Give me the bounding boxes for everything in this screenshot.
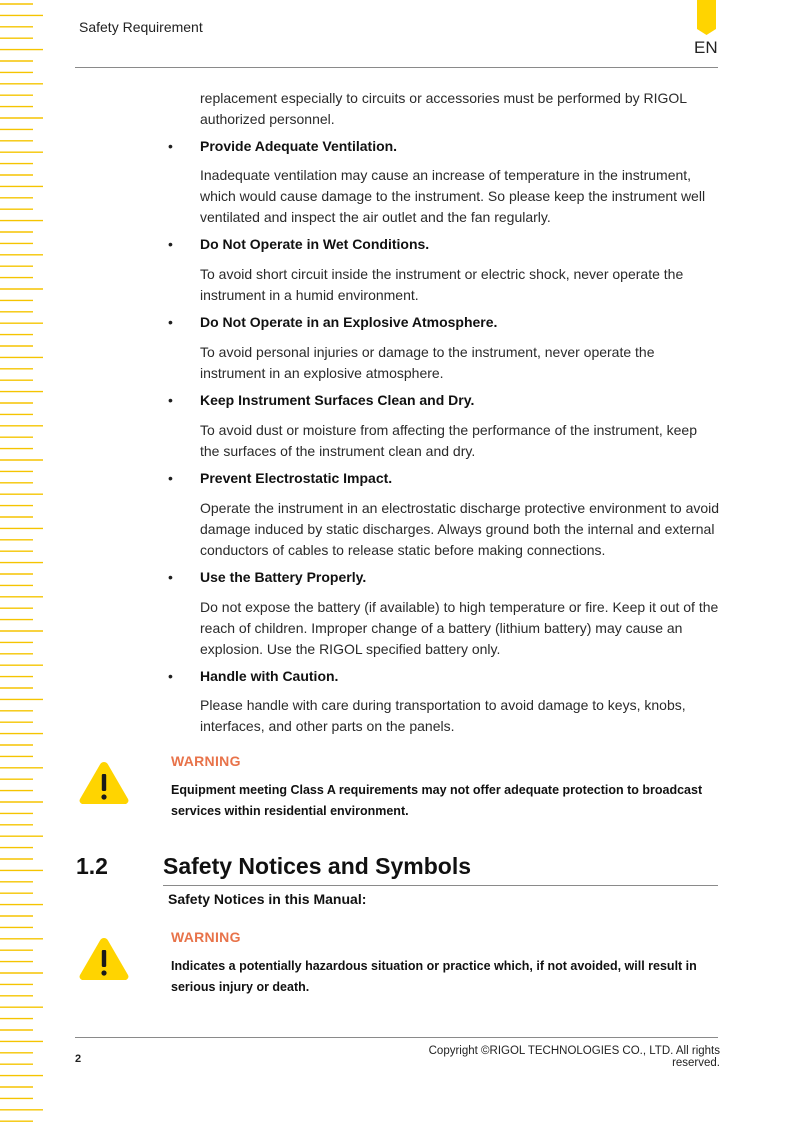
copyright-text: Copyright ©RIGOL TECHNOLOGIES CO., LTD. All rights reserved.: [428, 1045, 720, 1069]
item-title: Do Not Operate in Wet Conditions.: [200, 236, 430, 252]
item-title: Do Not Operate in an Explosive Atmosphere.: [200, 314, 498, 330]
header-title: Safety Requirement: [79, 19, 203, 35]
item-body: To avoid short circuit inside the instrument or electric shock, never operate the instrument in a humid environment.: [200, 266, 684, 303]
bullet-marker: •: [168, 569, 173, 585]
bullet-marker: •: [168, 138, 173, 154]
warning-label: WARNING: [171, 929, 241, 945]
item-title: Handle with Caution.: [200, 668, 339, 684]
item-body: To avoid dust or moisture from affecting the performance of the instrument, keep the surfaces of the instrument clean and dry.: [200, 422, 697, 459]
item-title: Provide Adequate Ventilation.: [200, 138, 398, 154]
item-body: To avoid personal injuries or damage to the instrument, never operate the instrument in an explosive atmosphere.: [200, 344, 655, 381]
footer-rule: [75, 1037, 718, 1038]
bullet-marker: •: [168, 236, 173, 252]
header-rule: [75, 67, 718, 68]
bullet-marker: •: [168, 314, 173, 330]
warning-label: WARNING: [171, 753, 241, 769]
bullet-marker: •: [168, 470, 173, 486]
bullet-marker: •: [168, 392, 173, 408]
section-rule: [163, 885, 718, 886]
item-body: Inadequate ventilation may cause an increase of temperature in the instrument, which would cause damage to the instrument. So please keep the instrument well ventilated and inspect the air outlet and the fan regularly.: [200, 167, 706, 225]
bullet-marker: •: [168, 668, 173, 684]
section-number: 1.2: [76, 853, 108, 879]
item-body: Operate the instrument in an electrostatic discharge protective environment to avoid damage induced by static discharges. Always ground both the internal and external conductors of cables to release static before making connections.: [200, 500, 720, 558]
language-label: EN: [694, 38, 718, 57]
page-number: 2: [75, 1053, 82, 1065]
item-title: Prevent Electrostatic Impact.: [200, 470, 393, 486]
language-tab: [697, 0, 716, 35]
item-title: Use the Battery Properly.: [200, 569, 367, 585]
item-body: Please handle with care during transportation to avoid damage to keys, knobs, interfaces, and other parts on the panels.: [200, 697, 686, 734]
warning-icon: [77, 759, 131, 807]
section-subtitle: Safety Notices in this Manual:: [168, 891, 367, 907]
item-body: Do not expose the battery (if available) to high temperature or fire. Keep it out of the reach of children. Improper change of a battery (lithium battery) may cause an explosion. Use the RIGOL specified battery only.: [200, 599, 719, 657]
item-title: Keep Instrument Surfaces Clean and Dry.: [200, 392, 475, 408]
margin-decoration: [0, 0, 46, 1122]
language-tab-shape: [697, 0, 716, 35]
warning-text: Equipment meeting Class A requirements may not offer adequate protection to broadcast services within residential environment.: [171, 783, 703, 818]
warning-text: Indicates a potentially hazardous situation or practice which, if not avoided, will result in serious injury or death.: [171, 959, 697, 994]
intro-paragraph: replacement especially to circuits or accessories must be performed by RIGOL authorized personnel.: [200, 90, 687, 127]
section-title: Safety Notices and Symbols: [163, 853, 472, 879]
warning-icon: [77, 935, 131, 983]
